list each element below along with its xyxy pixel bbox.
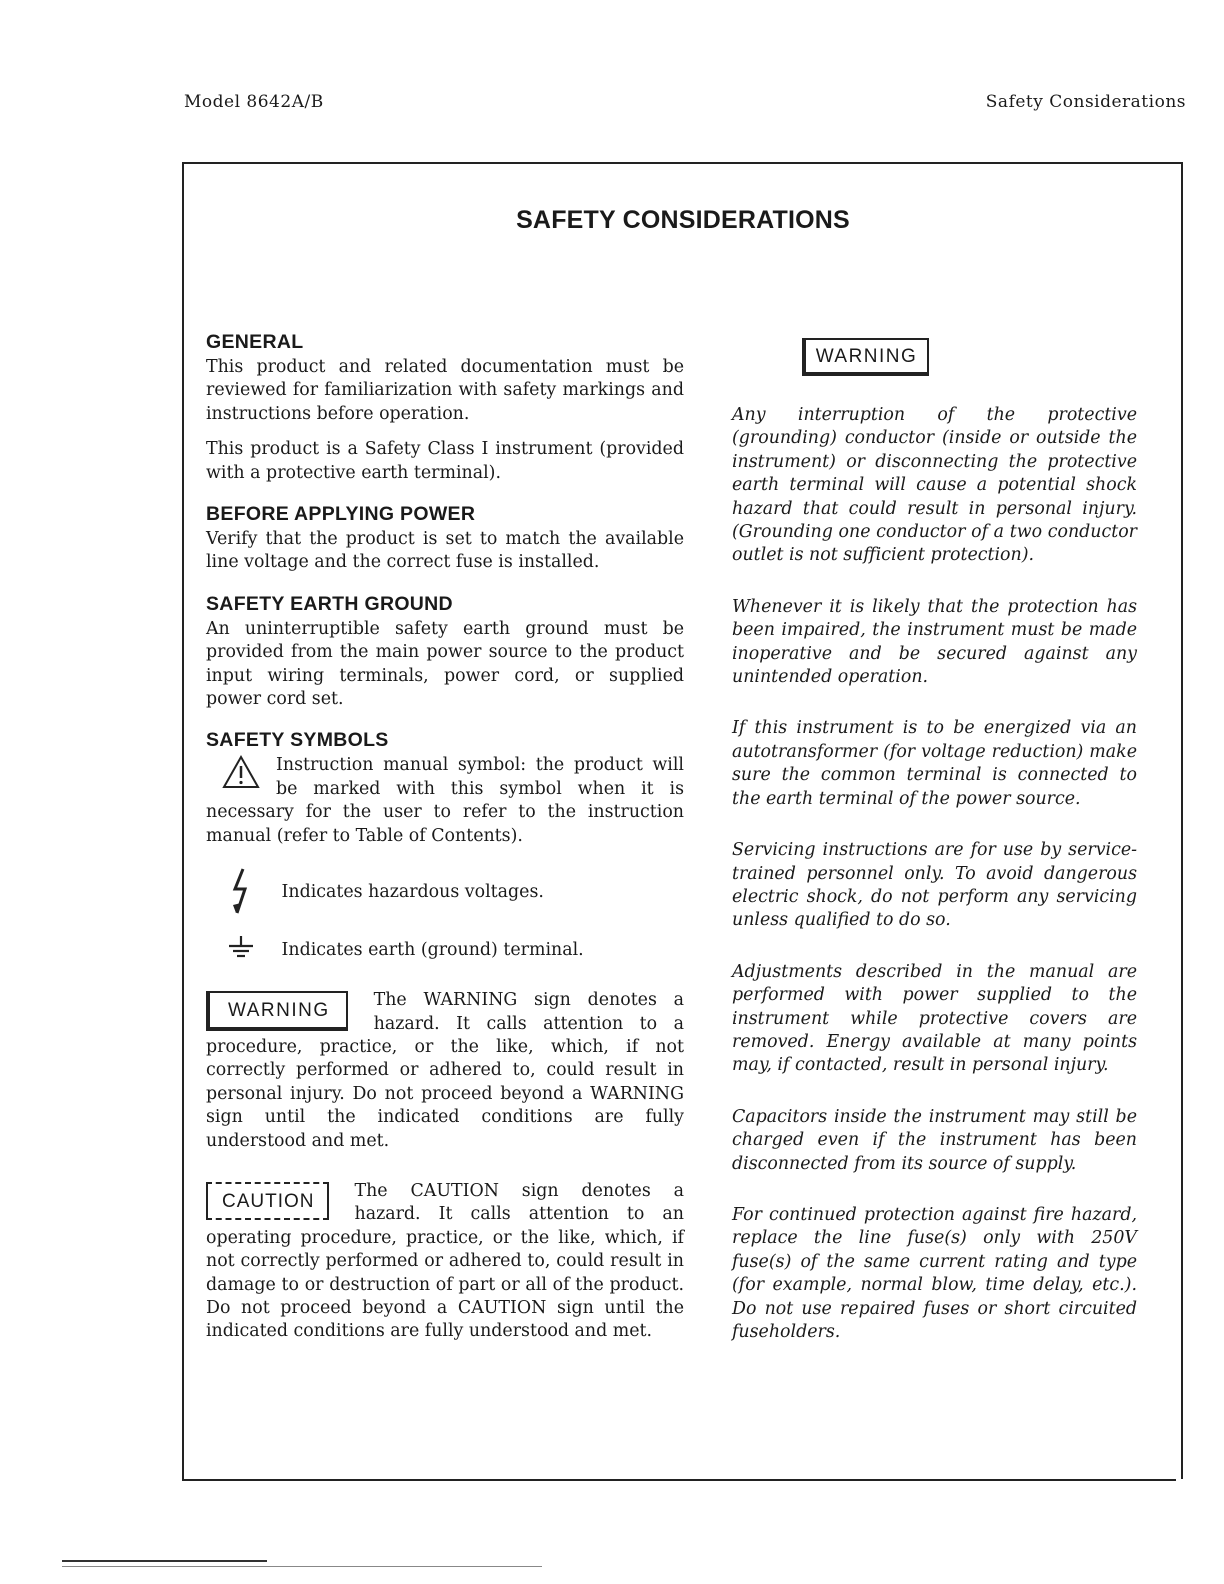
general-paragraph-2: This product is a Safety Class I instrument (provided with a protective earth terminal). xyxy=(206,439,684,483)
warning-paragraph-6: Capacitors inside the instrument may still be charged even if the instrument has been disconnected from its source of supply. xyxy=(732,1106,1137,1174)
warning-paragraph-7: For continued protection against fire hazard, replace the line fuse(s) only with 250V fuse(s) of the same current rating and type (for example, normal blow, time delay, etc.). Do not use repaired fuses or short circuited fuseholders. xyxy=(732,1204,1137,1342)
warning-definition xyxy=(206,989,684,1153)
safety-symbols-heading: SAFETY SYMBOLS xyxy=(206,729,389,752)
running-head-section: Safety Considerations xyxy=(985,92,1186,112)
left-column xyxy=(206,330,684,1344)
warning-sign-badge: WARNING xyxy=(206,991,348,1031)
running-head-model: Model 8642A/B xyxy=(184,92,324,112)
symbol-voltage-row xyxy=(206,881,684,911)
right-column xyxy=(732,338,1137,1344)
symbol-earth-row xyxy=(206,939,684,963)
general-heading: GENERAL xyxy=(206,331,304,353)
warning-paragraph-2: Whenever it is likely that the protection has been impaired, the instrument must be made inoperative and be secured against any unintended operation. xyxy=(732,596,1137,688)
caution-sign-badge: CAUTION xyxy=(206,1182,329,1220)
warning-sign-badge-right: WARNING xyxy=(802,338,930,376)
earth-ground-icon xyxy=(206,939,276,963)
symbol-manual-text: Instruction manual symbol: the product will be marked with this symbol when it is necessary for the user to refer to the instruction manual (refer to Table of Contents). xyxy=(206,755,684,846)
caution-definition xyxy=(206,1180,684,1344)
page-title: SAFETY CONSIDERATIONS xyxy=(516,206,850,234)
earth-ground-heading: SAFETY EARTH GROUND xyxy=(206,592,453,615)
caution-definition-text: The CAUTION sign denotes a hazard. It calls attention to an operating procedure, practice, or the like, which, if not correctly performed or adhered to, could result in damage to or destruction of part or all of the product. Do not proceed beyond a CAUTION sign until the indicated conditions are fully understood and met. xyxy=(206,1180,684,1342)
warning-paragraph-5: Adjustments described in the manual are performed with power supplied to the instrument while protective covers are removed. Energy available at many points may, if contacted, result in personal injury. xyxy=(732,961,1137,1076)
before-power-paragraph: Verify that the product is set to match the available line voltage and the correct fuse is installed. xyxy=(206,529,684,573)
warning-triangle-icon xyxy=(206,754,276,800)
before-power-heading: BEFORE APPLYING POWER xyxy=(206,503,476,526)
earth-ground-paragraph: An uninterruptible safety earth ground must be provided from the main power source to the product input wiring terminals, power cord, or supplied power cord set. xyxy=(206,618,684,710)
general-paragraph-1: This product and related documentation must be reviewed for familiarization with safety markings and instructions before operation. xyxy=(206,357,684,424)
warning-paragraph-1: Any interruption of the protective (grounding) conductor (inside or outside the instrument) or disconnecting the protective earth terminal will cause a potential shock hazard that could result in personal injury. (Grounding one conductor of a two conductor outlet is not sufficient protection). xyxy=(732,405,1137,566)
footer-rule xyxy=(62,1560,267,1562)
warning-paragraph-4: Servicing instructions are for use by service-trained personnel only. To avoid dangerous electric shock, do not perform any servicing unless qualified to do so. xyxy=(732,840,1137,931)
warning-paragraph-3: If this instrument is to be energized via an autotransformer (for voltage reduction) make sure the common terminal is connected to the earth terminal of the power source. xyxy=(732,718,1137,809)
footer-rule-faint xyxy=(62,1566,542,1567)
symbol-manual-row xyxy=(206,754,684,848)
frame-bottom-rule xyxy=(182,1479,1176,1481)
warning-definition-text: The WARNING sign denotes a hazard. It calls attention to a procedure, practice, or the like, which, if not correctly performed or adhered to, could result in personal injury. Do not proceed beyond a WARNING sign until the indicated conditions are fully understood and met. xyxy=(206,990,684,1151)
symbol-earth-text: Indicates earth (ground) terminal. xyxy=(281,940,584,961)
symbol-voltage-text: Indicates hazardous voltages. xyxy=(281,882,544,903)
lightning-bolt-icon xyxy=(206,881,276,911)
